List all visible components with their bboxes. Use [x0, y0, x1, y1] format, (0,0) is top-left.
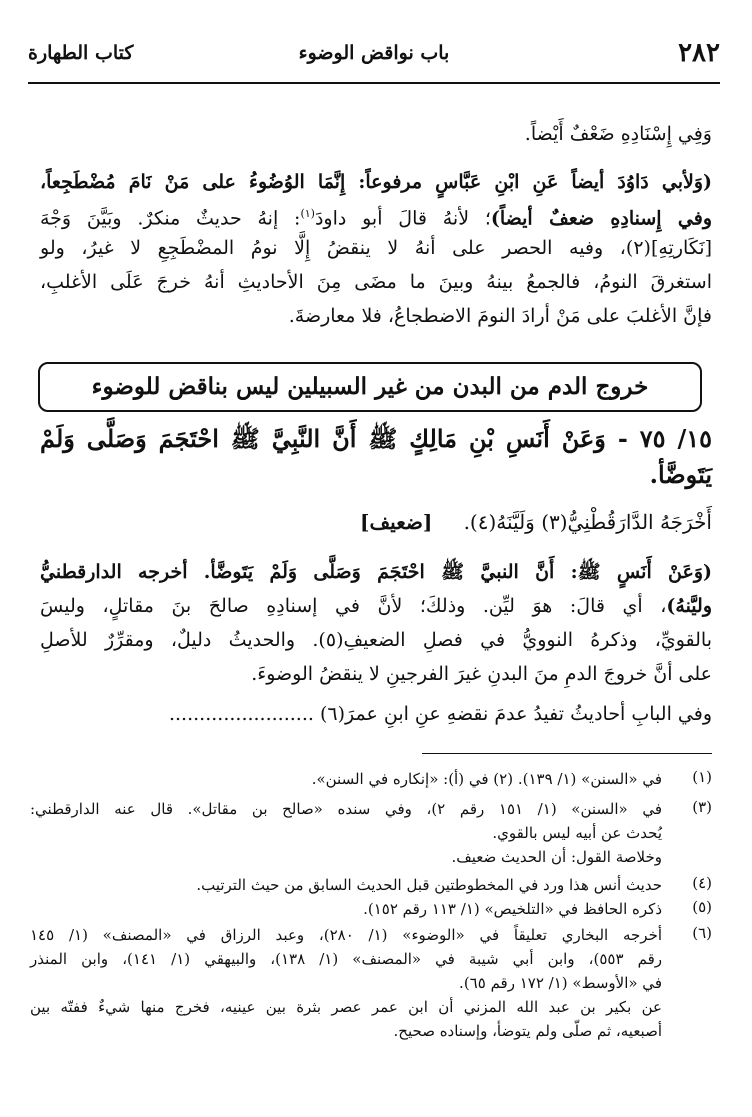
footnote-number: (٥) [692, 898, 712, 916]
paragraph-line: وفي البابِ أحاديثُ تفيدُ عدمَ نقضهِ عنِ ابنِ عمرَ(٦) ........................ [168, 703, 712, 725]
footnote-number: (٦) [692, 924, 712, 942]
quote-bold: وليَّنهُ) [666, 595, 712, 617]
quote-bold: وفي إِسنادِهِ ضعفٌ أيضاً) [490, 207, 712, 230]
footnote-line: عن بكير بن عبد الله المزني أن ابن عمر عصر بثرة بين عينيه، فخرج منها شيءٌ ففتّه بين [30, 998, 662, 1016]
grade-label: [ضعيف] [360, 510, 433, 534]
paragraph-line: (وَلأبي دَاوُدَ أيضاً عَنِ ابْنِ عَبَّاسٍ مرفوعاً: إِنَّمَا الوُضُوءُ على مَنْ نَامَ مُضْطَجِعاً، [40, 171, 712, 193]
footnote-separator [422, 753, 712, 754]
paragraph-line [40, 590, 712, 622]
footnote-number: (٤) [692, 874, 712, 892]
header-rule [28, 82, 720, 84]
paragraph-line: فإنَّ الأغلبَ على مَنْ أرادَ النومَ الاضطجاعُ، فلا معارضةَ. [288, 305, 712, 327]
text-span: ؛ لأنهُ قالَ أبو داودَ [314, 207, 491, 230]
hadith-line: يَتَوضَّأ. [649, 460, 712, 489]
footnote-line: في «الأوسط» (١/ ١٧٢ رقم ٦٥). [459, 974, 662, 992]
paragraph-line: وَفِي إِسْنَادِهِ ضَعْفٌ أَيْضاً. [524, 123, 712, 145]
paragraph-line: على أنَّ خروجَ الدمِ منَ البدنِ غيرَ الفرجينِ لا ينقضُ الوضوءَ. [251, 663, 712, 685]
footnote-line: حديث أنس هذا ورد في المخطوطتين قبل الحديث السابق من حيث الترتيب. [196, 876, 662, 894]
text-span: : إنهُ حديثٌ منكرٌ. وبَيَّنَ وَجْهَ [40, 207, 301, 230]
section-banner: خروج الدم من البدن من غير السبيلين ليس بناقض للوضوء [38, 362, 702, 412]
footnote-line: ذكره الحافظ في «التلخيص» (١/ ١١٣ رقم ١٥٢). [363, 900, 662, 918]
footnote-line: أخرجه البخاري تعليقاً في «الوضوء» (١/ ٢٨٠)، وعبد الرزاق في «المصنف» (١/ ١٤٥ [30, 926, 663, 944]
footnote-line: أصبعيه، ثم صلّى ولم يتوضأ، وإسناده صحيح. [393, 1022, 662, 1040]
paragraph-line: بالقويِّ، وذكرهُ النوويُّ في فصلِ الضعيفِ(٥). والحديثُ دليلٌ، ومقرِّرٌ للأصلِ [40, 629, 713, 651]
footnote-line: في «السنن» (١/ ١٣٩). (٢) في (أ): «إنكاره في السنن». [311, 770, 662, 788]
page-number: ٢٨٢ [678, 38, 720, 68]
footnote-ref: (١) [300, 207, 315, 220]
footnote-line: يُحدث عن أبيه ليس بالقوي. [492, 824, 662, 842]
footnote-line: رقم ٥٥٣)، وابن أبي شيبة في «المصنف» (١/ ١٣٨)، والبيهقي (١/ ١٤١)، وابن المنذر [30, 950, 662, 968]
paragraph-line: [نَكَارتِهِ](٢)، وفيه الحصر على أنهُ لا ينقضُ إِلَّا نومُ المضْطَجِعِ لا غيرُ، ولو [40, 237, 712, 259]
footnote-line: في «السنن» (١/ ١٥١ رقم ٢)، وفي سنده «صالح بن مقاتل». قال عنه الدارقطني: [30, 800, 663, 818]
paragraph-line: استغرقَ النومُ، فالجمعُ بينهُ وبينَ ما مضَى مِنَ الأحاديثِ أنهُ خرجَ عَلَى الأغلبِ، [40, 271, 712, 293]
takhrij-line: أَخْرَجَهُ الدَّارَقُطْنِيُّ(٣) وَلَيَّنَهُ(٤). [463, 510, 712, 534]
footnote-number: (١) [692, 768, 712, 786]
chapter-title: باب نواقض الوضوء [298, 42, 450, 64]
page-header [28, 38, 720, 82]
footnote-number: (٣) [692, 798, 712, 816]
text-span: ، أي قالَ: هوَ ليِّن. وذلكَ؛ لأنَّ في إسنادِهِ صالحَ بنَ مقاتلٍ، وليسَ [40, 595, 667, 617]
book-title: كتاب الطهارة [28, 42, 134, 64]
hadith-line: ١٥/ ٧٥ - وَعَنْ أَنَسِ بْنِ مَالِكٍ ﷺ أَنَّ النَّبِيَّ ﷺ احْتَجَمَ وَصَلَّى وَلَمْ [40, 424, 712, 453]
paragraph-line: (وَعَنْ أَنَسٍ ﷺ: أَنَّ النبيَّ ﷺ احْتَجَمَ وَصَلَّى وَلَمْ يَتَوضَّأ. أخرجه الدارقطنيُّ [40, 561, 712, 583]
paragraph-line [40, 198, 712, 234]
footnote-line: وخلاصة القول: أن الحديث ضعيف. [451, 848, 662, 866]
